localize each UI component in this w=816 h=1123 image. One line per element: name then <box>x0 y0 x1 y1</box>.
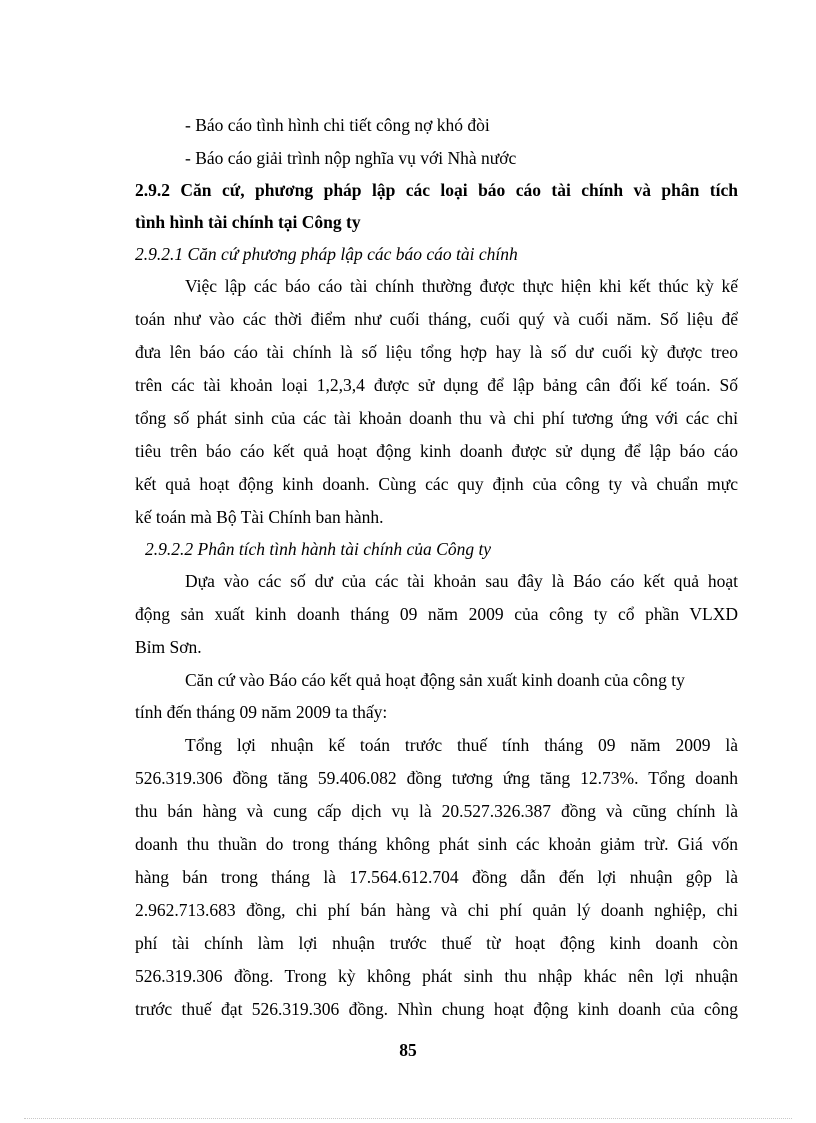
subheading: 2.9.2.1 Căn cứ phương pháp lập các báo cáo tài chính <box>135 244 518 264</box>
paragraph-line: Căn cứ vào Báo cáo kết quả hoạt động sản xuất kinh doanh của công ty <box>185 670 685 690</box>
paragraph-line <box>135 931 738 961</box>
section-heading-line: tình hình tài chính tại Công ty <box>135 212 361 232</box>
paragraph-line <box>135 472 738 502</box>
paragraph-text: hàng bán trong tháng là 17.564.612.704 đồng dẫn đến lợi nhuận gộp là <box>135 867 738 887</box>
paragraph-text: trên các tài khoản loại 1,2,3,4 được sử dụng để lập bảng cân đối kế toán. Số <box>135 375 738 395</box>
paragraph-line <box>135 766 738 796</box>
paragraph-text: Việc lập các báo cáo tài chính thường được thực hiện khi kết thúc kỳ kế <box>185 276 738 296</box>
paragraph-line <box>135 898 738 928</box>
paragraph-line: tính đến tháng 09 năm 2009 ta thấy: <box>135 702 388 722</box>
paragraph-line <box>185 274 738 304</box>
paragraph-text: động sản xuất kinh doanh tháng 09 năm 2009 của công ty cổ phần VLXD <box>135 604 738 624</box>
paragraph-text: phí tài chính làm lợi nhuận trước thuế từ hoạt động kinh doanh còn <box>135 933 738 953</box>
section-heading-line: 2.9.2 Căn cứ, phương pháp lập các loại báo cáo tài chính và phân tích <box>135 180 738 200</box>
paragraph-line: Bỉm Sơn. <box>135 637 202 657</box>
paragraph-line <box>135 997 738 1027</box>
subheading: 2.9.2.2 Phân tích tình hành tài chính của Công ty <box>145 539 492 559</box>
paragraph-text: tiêu trên báo cáo kết quả hoạt động kinh doanh được sử dụng để lập báo cáo <box>135 441 738 461</box>
paragraph-text: tổng số phát sinh của các tài khoản doanh thu và chi phí tương ứng với các chỉ <box>135 408 738 428</box>
paragraph-text: 2.962.713.683 đồng, chi phí bán hàng và chi phí quản lý doanh nghiệp, chi <box>135 900 738 920</box>
paragraph-text: doanh thu thuần do trong tháng không phát sinh các khoản giảm trừ. Giá vốn <box>135 834 738 854</box>
paragraph-text: Dựa vào các số dư của các tài khoản sau đây là Báo cáo kết quả hoạt <box>185 571 738 591</box>
paragraph-line <box>135 964 738 994</box>
paragraph-text: kết quả hoạt động kinh doanh. Cùng các quy định của công ty và chuẩn mực <box>135 474 738 494</box>
bullet-item: - Báo cáo giải trình nộp nghĩa vụ với Nhà nước <box>185 148 517 168</box>
paragraph-line <box>135 832 738 862</box>
paragraph-line <box>135 602 738 632</box>
paragraph-text: toán như vào các thời điểm như cuối tháng, cuối quý và cuối năm. Số liệu để <box>135 309 738 329</box>
paragraph-text: trước thuế đạt 526.319.306 đồng. Nhìn chung hoạt động kinh doanh của công <box>135 999 738 1019</box>
paragraph-line: kế toán mà Bộ Tài Chính ban hành. <box>135 507 384 527</box>
page-number: 85 <box>399 1040 417 1060</box>
bullet-item: - Báo cáo tình hình chi tiết công nợ khó đòi <box>185 115 490 135</box>
paragraph-text: 526.319.306 đồng. Trong kỳ không phát sinh thu nhập khác nên lợi nhuận <box>135 966 738 986</box>
paragraph-line <box>185 733 738 763</box>
paragraph-line <box>135 373 738 403</box>
paragraph-line <box>135 799 738 829</box>
page-bottom-divider <box>24 1118 792 1119</box>
paragraph-text: Tổng lợi nhuận kế toán trước thuế tính tháng 09 năm 2009 là <box>185 735 738 755</box>
paragraph-line <box>135 340 738 370</box>
paragraph-line <box>135 406 738 436</box>
paragraph-line <box>135 307 738 337</box>
paragraph-text: 526.319.306 đồng tăng 59.406.082 đồng tương ứng tăng 12.73%. Tổng doanh <box>135 768 738 788</box>
paragraph-text: đưa lên báo cáo tài chính là số liệu tổng hợp hay là số dư cuối kỳ được treo <box>135 342 738 362</box>
paragraph-text: thu bán hàng và cung cấp dịch vụ là 20.527.326.387 đồng và cũng chính là <box>135 801 738 821</box>
section-heading <box>135 178 738 208</box>
paragraph-line <box>135 439 738 469</box>
paragraph-line <box>185 569 738 599</box>
paragraph-line <box>135 865 738 895</box>
